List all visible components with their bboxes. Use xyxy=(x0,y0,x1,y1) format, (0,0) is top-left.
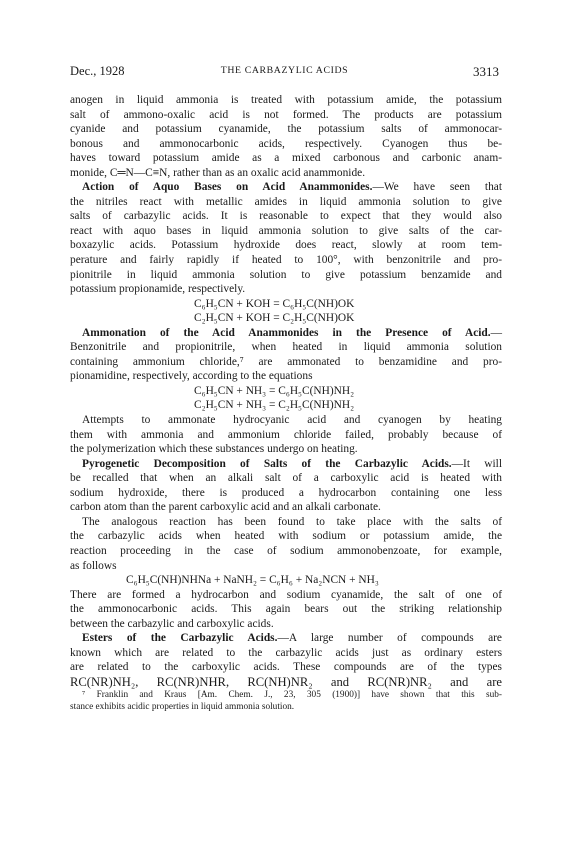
issue-date: Dec., 1928 xyxy=(70,64,125,78)
text-line: Attempts to ammonate hydrocyanic acid and cyanogen by heating xyxy=(82,414,502,427)
text-line: the carbazylic acids when heated with sodium or potassium amide, the xyxy=(70,530,502,543)
chemical-equation: C₂H₅CN + KOH = C₂H₅C(NH)OK xyxy=(194,312,355,325)
text-line: react with aquo bases in liquid ammonia solution to give salts of the car- xyxy=(70,224,502,237)
text-line: monide, C═N—C≡N, rather than as an oxalic acid anammonide. xyxy=(70,166,366,179)
text-line: reaction proceeding in the case of sodium ammonobenzoate, for example, xyxy=(70,544,502,557)
section-heading: Ammonation of the Acid Anammonides in the Presence of Acid. xyxy=(82,326,491,339)
text-line: be recalled that when an alkali salt of a carboxylic acid is heated with xyxy=(70,472,502,485)
text-line: them with ammonia and ammonium chloride failed, probably because of xyxy=(70,428,502,441)
text-line: salt of ammono-oxalic acid is not formed. The products are potassium xyxy=(70,108,502,121)
footnote-line: stance exhibits acidic properties in liquid ammonia solution. xyxy=(70,702,295,713)
section-esters xyxy=(70,631,502,689)
section-first-line xyxy=(70,631,502,646)
text-line: known which are related to the carbazylic acids just as ordinary esters xyxy=(70,646,502,659)
section-heading: Esters of the Carbazylic Acids. xyxy=(82,632,278,645)
text-line: There are formed a hydrocarbon and sodium cyanamide, the salt of one of xyxy=(70,588,502,601)
running-header xyxy=(70,64,499,80)
section-aquo-bases xyxy=(70,180,502,325)
section-first-line xyxy=(70,457,502,472)
section-pyrogenetic xyxy=(70,457,502,632)
text-fragment: — xyxy=(490,326,502,339)
chemical-equation: C₆H₅C(NH)NHNa + NaNH₂ = C₆H₆ + Na₂NCN + NH₃ xyxy=(126,574,379,587)
section-first-line xyxy=(70,326,502,341)
text-line: bonous and ammonocarbonic acids, respectively. Cyanogen thus be- xyxy=(70,137,502,150)
text-fragment: —It will xyxy=(451,457,502,470)
chemical-equation: C₆H₅CN + NH₃ = C₆H₅C(NH)NH₂ xyxy=(194,384,355,397)
text-line: pionitrile in liquid ammonia solution to give potassium benzamide and xyxy=(70,268,502,281)
text-line: the nitriles react with metallic amides in liquid ammonia solution to give xyxy=(70,195,502,208)
text-line: between the carbazylic and carboxylic acids. xyxy=(70,617,274,630)
text-line: haves toward potassium amide as a mixed carbonous and carbonic anam- xyxy=(70,152,502,165)
chemical-equation: C₆H₅CN + KOH = C₆H₅C(NH)OK xyxy=(194,297,355,310)
text-line: cyanide and potassium cyanamide, the potassium salts of ammonocar- xyxy=(70,123,502,136)
text-line: pionamidine, respectively, according to the equations xyxy=(70,370,313,383)
paragraph-cyanogen xyxy=(70,93,502,180)
text-line: boxazylic acids. Potassium hydroxide does react, slowly at room tem- xyxy=(70,239,502,252)
formula-line: RC(NR)NH₂, RC(NR)NHR, RC(NH)NR₂ and RC(NR)NR₂ and are xyxy=(70,674,502,689)
text-line: perature and fairly rapidly if heated to 100°, with benzonitrile and pro- xyxy=(70,254,502,267)
article-body xyxy=(70,93,502,713)
text-line: as follows xyxy=(70,559,117,572)
text-line: are related to the carboxylic acids. These compounds are of the types xyxy=(70,661,502,674)
section-ammonation xyxy=(70,326,502,457)
text-fragment: —We have seen that xyxy=(372,181,502,194)
section-heading: Pyrogenetic Decomposition of Salts of the Carbazylic Acids. xyxy=(82,457,452,470)
footnote-line: ⁷ Franklin and Kraus [Am. Chem. J., 23, 305 (1900)] have shown that this sub- xyxy=(82,690,502,701)
section-first-line xyxy=(70,180,502,195)
text-line: The analogous reaction has been found to take place with the salts of xyxy=(82,515,502,528)
text-line: potassium propionamide, respectively. xyxy=(70,283,246,296)
text-line: the ammonocarbonic acids. This again bears out the striking relationship xyxy=(70,603,502,616)
text-line: salts of carbazylic acids. It is reasonable to expect that they would also xyxy=(70,210,502,223)
footnote xyxy=(70,689,502,713)
section-heading: Action of Aquo Bases on Acid Anammonides. xyxy=(82,181,373,194)
running-title: THE CARBAZYLIC ACIDS xyxy=(220,65,349,76)
chemical-equation: C₂H₅CN + NH₃ = C₂H₅C(NH)NH₂ xyxy=(194,399,355,412)
text-fragment: —A large number of compounds are xyxy=(277,632,502,645)
page-number: 3313 xyxy=(473,64,499,79)
text-line: the polymerization which these substances undergo on heating. xyxy=(70,443,358,456)
text-line: Benzonitrile and propionitrile, when heated in liquid ammonia solution xyxy=(70,341,502,354)
text-line: anogen in liquid ammonia is treated with potassium amide, the potassium xyxy=(70,94,502,106)
text-line: containing ammonium chloride,⁷ are ammonated to benzamidine and pro- xyxy=(70,355,502,368)
text-line: carbon atom than the parent carboxylic acid and an alkali carbonate. xyxy=(70,501,381,514)
text-line: sodium hydroxide, there is produced a hydrocarbon containing one less xyxy=(70,486,502,499)
